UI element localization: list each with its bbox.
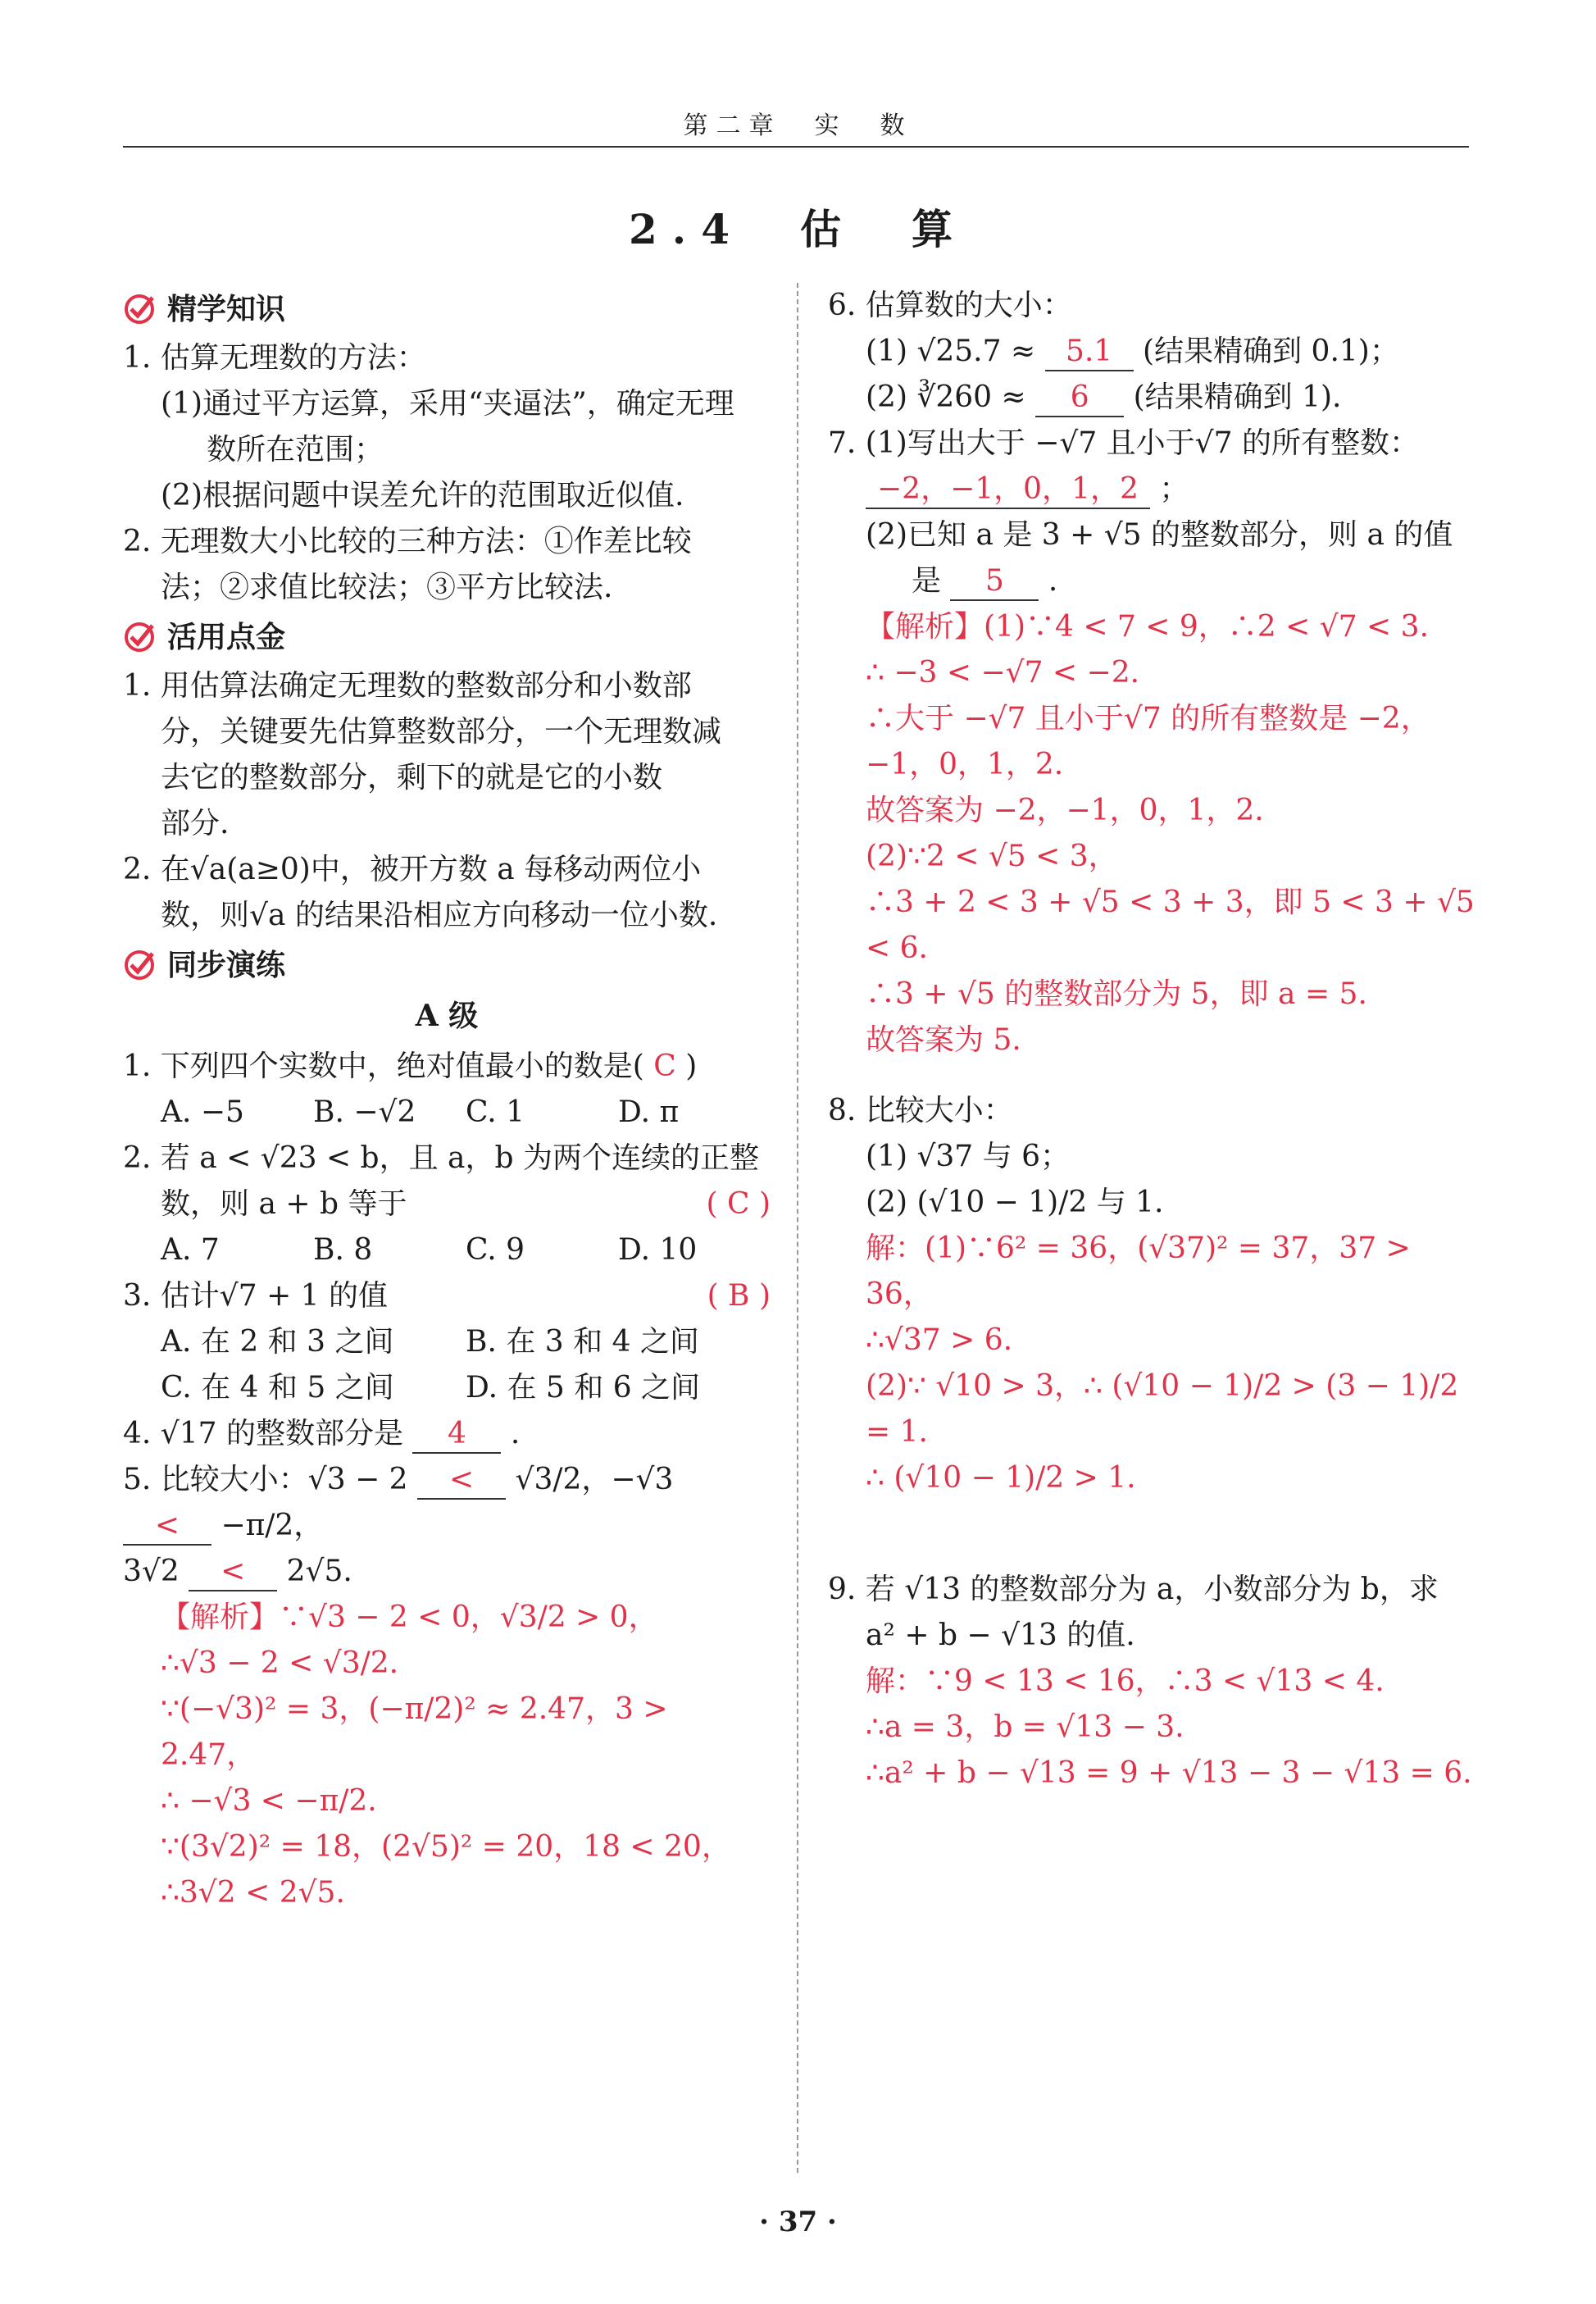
option: C. 1 xyxy=(466,1095,525,1129)
answer-blank: 5 xyxy=(950,563,1039,601)
solution-line: ∴3 + 2 < 3 + √5 < 3 + 3，即 5 < 3 + √5 < 6. xyxy=(866,886,1475,965)
section-heading-label: 同步演练 xyxy=(167,948,286,982)
question-6: 6. 估算数的大小： xyxy=(828,289,1072,322)
question-7: 7. (1)写出大于 −√7 且小于√7 的所有整数： xyxy=(828,426,1419,460)
answer-blank: 6 xyxy=(1035,380,1124,417)
question-7b-cont xyxy=(828,558,1476,604)
answer-blank: < xyxy=(189,1554,277,1591)
option: D. π xyxy=(618,1095,680,1129)
tip-item-2: 2. 在√a(a≥0)中，被开方数 a 每移动两位小 xyxy=(123,853,702,886)
question-text: 4. √17 的整数部分是 xyxy=(123,1417,403,1450)
solution-line: ∴ −√3 < −π/2. xyxy=(161,1784,377,1818)
question-8b: (2) (√10 − 1)/2 与 1. xyxy=(866,1186,1164,1219)
column-divider xyxy=(797,283,798,2173)
knowledge-item-1a-cont: 数所在范围； xyxy=(207,433,384,467)
solution-line: ∴a² + b − √13 = 9 + √13 − 3 − √13 = 6. xyxy=(866,1756,1472,1790)
answer-choice: ( C ) xyxy=(706,1187,771,1221)
answer-blank: −2，−1，0，1，2 xyxy=(866,471,1150,509)
knowledge-item-2-cont: 法；②求值比较法；③平方比较法. xyxy=(161,571,613,604)
tip-item-1: 1. 用估算法确定无理数的整数部分和小数部 xyxy=(123,669,692,703)
left-column xyxy=(123,283,771,1916)
option: A. −5 xyxy=(161,1095,244,1129)
solution-line: (2)∵ √10 > 3，∴ (√10 − 1)/2 > (3 − 1)/2 = 1. xyxy=(866,1369,1459,1449)
tip-item-1-cont: 分，关键要先估算整数部分，一个无理数减 xyxy=(161,715,722,749)
question-5 xyxy=(123,1457,771,1549)
solution-line: ∴a = 3，b = √13 − 3. xyxy=(866,1710,1184,1744)
spacer xyxy=(828,1501,1476,1567)
tip-item-2-cont: 数，则√a 的结果沿相应方向移动一位小数. xyxy=(161,899,718,932)
option: A. 在 2 和 3 之间 xyxy=(161,1325,394,1359)
question-text: √3/2，−√3 xyxy=(515,1463,674,1496)
question-text: ； xyxy=(1159,472,1189,506)
solution-8 xyxy=(828,1226,1476,1501)
solution-line: 故答案为 5. xyxy=(866,1023,1021,1057)
solution-line: ∴3√2 < 2√5. xyxy=(161,1876,345,1910)
tip-item-1-cont: 去它的整数部分，剩下的就是它的小数 xyxy=(161,761,663,795)
options-row xyxy=(123,1319,771,1365)
checkmark-icon xyxy=(123,621,156,653)
section-heading-practice xyxy=(123,942,771,988)
question-7b: (2)已知 a 是 3 + √5 的整数部分，则 a 的值 xyxy=(866,518,1453,552)
level-label: A 级 xyxy=(415,999,479,1033)
solution-line: 解：(1)∵6² = 36，(√37)² = 37，37 > 36， xyxy=(866,1232,1411,1311)
section-title: 2.4 估 算 xyxy=(629,205,967,253)
solution-line: 故答案为 −2，−1，0，1，2. xyxy=(866,794,1264,827)
checkmark-icon xyxy=(123,949,156,981)
question-9-cont: a² + b − √13 的值. xyxy=(866,1619,1135,1652)
question-text: 3. 估计√7 + 1 的值 xyxy=(123,1279,389,1313)
options-row xyxy=(123,1365,771,1411)
spacer xyxy=(828,1063,1476,1088)
option: D. 在 5 和 6 之间 xyxy=(466,1371,701,1405)
option: C. 在 4 和 5 之间 xyxy=(161,1371,394,1405)
option: D. 10 xyxy=(618,1233,698,1267)
header-rule xyxy=(123,146,1469,148)
answer-blank: < xyxy=(123,1508,211,1546)
question-text: . xyxy=(1048,564,1058,598)
question-text: (1) √25.7 ≈ xyxy=(866,335,1036,368)
question-8a: (1) √37 与 6； xyxy=(866,1140,1070,1173)
section-heading-tips xyxy=(123,614,771,660)
knowledge-item-1b: (2)根据问题中误差允许的范围取近似值. xyxy=(161,479,684,512)
option: B. 8 xyxy=(313,1233,373,1267)
question-2: 2. 若 a < √23 < b，且 a，b 为两个连续的正整 xyxy=(123,1141,759,1175)
solution-line: ∴3 + √5 的整数部分为 5，即 a = 5. xyxy=(866,977,1367,1011)
question-text: (结果精确到 1). xyxy=(1133,380,1342,414)
solution-line: ∴√3 − 2 < √3/2. xyxy=(161,1646,399,1680)
solution-line: 【解析】∵√3 − 2 < 0，√3/2 > 0， xyxy=(161,1601,658,1634)
options-row xyxy=(123,1090,771,1136)
question-text: 2√5. xyxy=(286,1555,352,1588)
answer-blank: < xyxy=(417,1462,506,1500)
page-number: · 37 · xyxy=(759,2206,837,2238)
solution-line: ∴ (√10 − 1)/2 > 1. xyxy=(866,1461,1136,1495)
question-1 xyxy=(123,1044,771,1090)
paren-close: ) xyxy=(685,1050,698,1083)
option: A. 7 xyxy=(161,1233,220,1267)
section-heading-label: 精学知识 xyxy=(167,292,286,326)
tip-item-1-cont: 部分. xyxy=(161,807,230,840)
solution-line: ∴大于 −√7 且小于√7 的所有整数是 −2， xyxy=(866,702,1430,735)
knowledge-item-2: 2. 无理数大小比较的三种方法：①作差比较 xyxy=(123,525,692,558)
right-column xyxy=(828,283,1476,1796)
solution-5 xyxy=(123,1595,771,1916)
answer-blank: 4 xyxy=(412,1416,501,1454)
question-text: 1. 下列四个实数中，绝对值最小的数是( xyxy=(123,1050,644,1083)
option: B. 在 3 和 4 之间 xyxy=(466,1325,699,1359)
question-5-cont xyxy=(123,1549,771,1595)
solution-line: ∴ −3 < −√7 < −2. xyxy=(866,656,1140,690)
question-text: (2) ∛260 ≈ xyxy=(866,380,1026,414)
section-heading-knowledge xyxy=(123,286,771,332)
solution-line: 解：∵9 < 13 < 16，∴3 < √13 < 4. xyxy=(866,1664,1385,1698)
knowledge-item-1a: (1)通过平方运算，采用“夹逼法”，确定无理 xyxy=(161,387,734,421)
question-text: 5. 比较大小：√3 − 2 xyxy=(123,1463,408,1496)
question-3 xyxy=(123,1273,771,1319)
solution-line: ∴√37 > 6. xyxy=(866,1323,1013,1357)
question-text: −π/2， xyxy=(221,1509,324,1542)
answer-choice: ( B ) xyxy=(707,1279,771,1313)
answer-blank: 5.1 xyxy=(1045,334,1134,371)
question-text: 数，则 a + b 等于 xyxy=(161,1187,407,1221)
question-6b xyxy=(828,375,1476,421)
section-heading-label: 活用点金 xyxy=(167,620,286,654)
solution-line: ∵(−√3)² = 3，(−π/2)² ≈ 2.47，3 > 2.47， xyxy=(161,1692,668,1772)
solution-line: ∵(3√2)² = 18，(2√5)² = 20，18 < 20， xyxy=(161,1830,731,1864)
question-2-cont xyxy=(123,1182,771,1227)
question-text: 3√2 xyxy=(123,1555,180,1588)
solution-line: −1，0，1，2. xyxy=(866,748,1064,781)
question-8: 8. 比较大小： xyxy=(828,1094,1013,1127)
answer-choice: C xyxy=(653,1050,676,1083)
question-text: 是 xyxy=(912,564,942,598)
options-row xyxy=(123,1227,771,1273)
question-text: (结果精确到 0.1)； xyxy=(1143,335,1399,368)
question-9: 9. 若 √13 的整数部分为 a，小数部分为 b，求 xyxy=(828,1573,1439,1606)
question-6a xyxy=(828,329,1476,375)
checkmark-icon xyxy=(123,293,156,326)
solution-line: (2)∵2 < √5 < 3， xyxy=(866,840,1118,873)
question-4 xyxy=(123,1411,771,1457)
option: C. 9 xyxy=(466,1233,525,1267)
question-text: . xyxy=(510,1417,521,1450)
question-7a-answer xyxy=(828,467,1476,512)
option: B. −√2 xyxy=(313,1095,416,1129)
solution-9 xyxy=(828,1659,1476,1796)
solution-7 xyxy=(828,604,1476,1063)
running-head: 第二章 实 数 xyxy=(683,112,913,140)
knowledge-item-1: 1. 估算无理数的方法： xyxy=(123,341,426,375)
solution-line: 【解析】(1)∵4 < 7 < 9，∴2 < √7 < 3. xyxy=(866,610,1430,644)
